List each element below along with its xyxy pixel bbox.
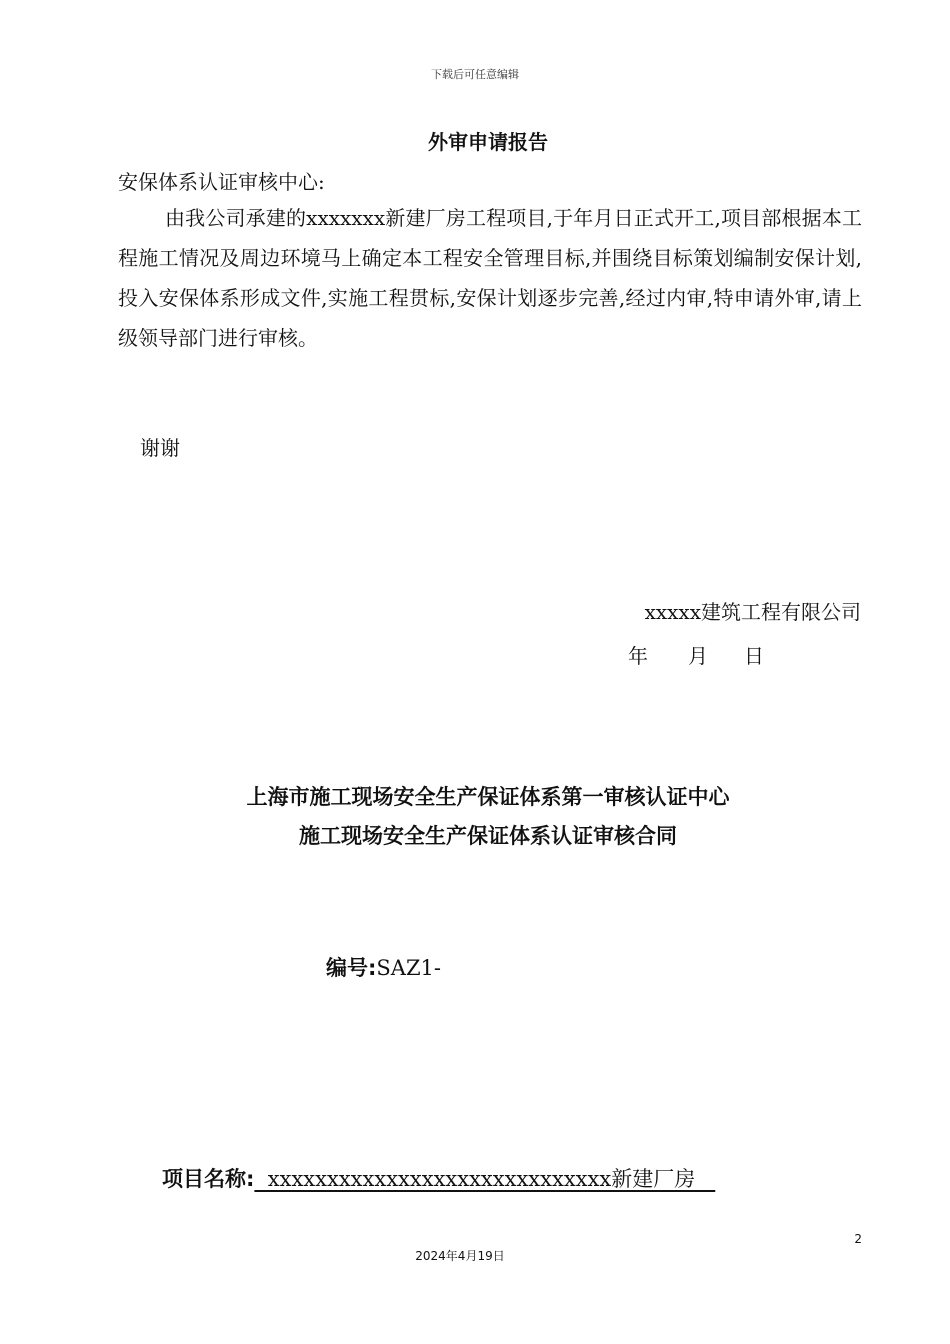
contract-code-label: 编号:	[326, 956, 377, 980]
date-day: 日	[744, 644, 764, 668]
contract-heading-center: 上海市施工现场安全生产保证体系第一审核认证中心	[246, 785, 730, 809]
contract-heading-title: 施工现场安全生产保证体系认证审核合同	[299, 824, 677, 848]
project-name-line	[162, 1163, 715, 1193]
letter-body-paragraph: 由我公司承建的xxxxxxx新建厂房工程项目,于年月日正式开工,项目部根据本工程施工情况及周边环境马上确定本工程安全管理目标,并围绕目标策划编制安保计划,投入安保体系形成文件,实施工程贯标,安保计划逐步完善,经过内审,特申请外审,请上级领导部门进行审核。	[118, 206, 862, 350]
letter-thanks: 谢谢	[140, 436, 180, 460]
project-name-label: 项目名称:	[162, 1167, 255, 1191]
company-signature: xxxxx建筑工程有限公司	[644, 600, 861, 624]
footer-date: 2024年4月19日	[415, 1249, 505, 1263]
page-number: 2	[854, 1232, 862, 1246]
date-month: 月	[688, 644, 708, 668]
header-note: 下载后可任意编辑	[431, 68, 519, 81]
letter-greeting: 安保体系认证审核中心:	[118, 170, 325, 194]
contract-code-value: SAZ1-	[376, 956, 442, 980]
project-name-value: xxxxxxxxxxxxxxxxxxxxxxxxxxxxx新建厂房	[254, 1167, 716, 1191]
signature-date	[628, 640, 764, 669]
date-year: 年	[628, 644, 648, 668]
letter-title: 外审申请报告	[428, 130, 548, 154]
contract-code	[326, 952, 441, 982]
